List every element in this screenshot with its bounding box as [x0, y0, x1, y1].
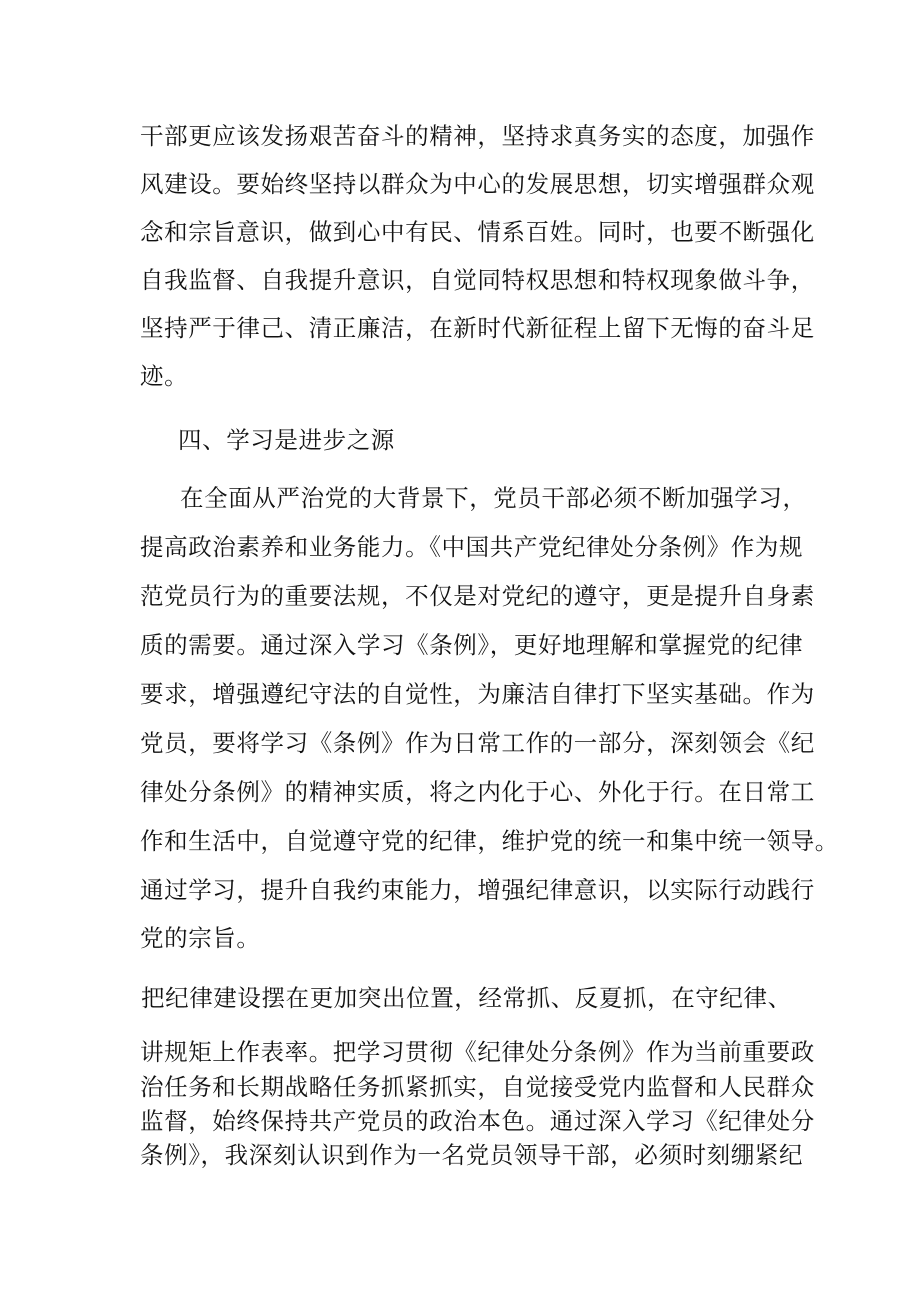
paragraph-line: 念和宗旨意识，做到心中有民、情系百姓。同时，也要不断强化: [140, 218, 815, 246]
paragraph-line: 监督，始终保持共产党员的政治本色。通过深入学习《纪律处分: [140, 1107, 815, 1135]
paragraph-line: 在全面从严治党的大背景下，党员干部必须不断加强学习，: [180, 484, 807, 512]
paragraph-line: 自我监督、自我提升意识，自觉同特权思想和特权现象做斗争，: [140, 266, 815, 294]
paragraph-line: 作和生活中，自觉遵守党的纪律，维护党的统一和集中统一领导。: [140, 827, 839, 855]
paragraph-line: 迹。: [140, 362, 189, 390]
section-heading: 四、学习是进步之源: [178, 426, 395, 454]
paragraph-line: 范党员行为的重要法规，不仅是对党纪的遵守，更是提升自身素: [140, 582, 815, 610]
paragraph-line: 党员，要将学习《条例》作为日常工作的一部分，深刻领会《纪: [140, 729, 815, 757]
paragraph-line: 把纪律建设摆在更加突出位置，经常抓、反夏抓，在守纪律、: [141, 984, 792, 1012]
paragraph-line: 质的需要。通过深入学习《条例》，更好地理解和掌握党的纪律: [140, 631, 804, 659]
paragraph-line: 坚持严于律己、清正廉洁，在新时代新征程上留下无悔的奋斗足: [140, 314, 815, 342]
paragraph-line: 讲规矩上作表率。把学习贯彻《纪律处分条例》作为当前重要政: [140, 1038, 815, 1066]
paragraph-line: 要求，增强遵纪守法的自觉性，为廉洁自律打下坚实基础。作为: [140, 680, 815, 708]
paragraph-line: 党的宗旨。: [140, 924, 261, 952]
paragraph-line: 提高政治素养和业务能力。《中国共产党纪律处分条例》作为规: [140, 533, 804, 561]
paragraph-line: 干部更应该发扬艰苦奋斗的精神，坚持求真务实的态度，加强作: [140, 122, 815, 150]
paragraph-line: 治任务和长期战略任务抓紧抓实，自觉接受党内监督和人民群众: [140, 1073, 815, 1101]
paragraph-line: 通过学习，提升自我约束能力，增强纪律意识，以实际行动践行: [140, 876, 815, 904]
paragraph-line: 条例》，我深刻认识到作为一名党员领导干部，必须时刻绷紧纪: [140, 1141, 804, 1169]
paragraph-line: 律处分条例》的精神实质，将之内化于心、外化于行。在日常工: [140, 778, 815, 806]
paragraph-line: 风建设。要始终坚持以群众为中心的发展思想，切实增强群众观: [140, 170, 815, 198]
